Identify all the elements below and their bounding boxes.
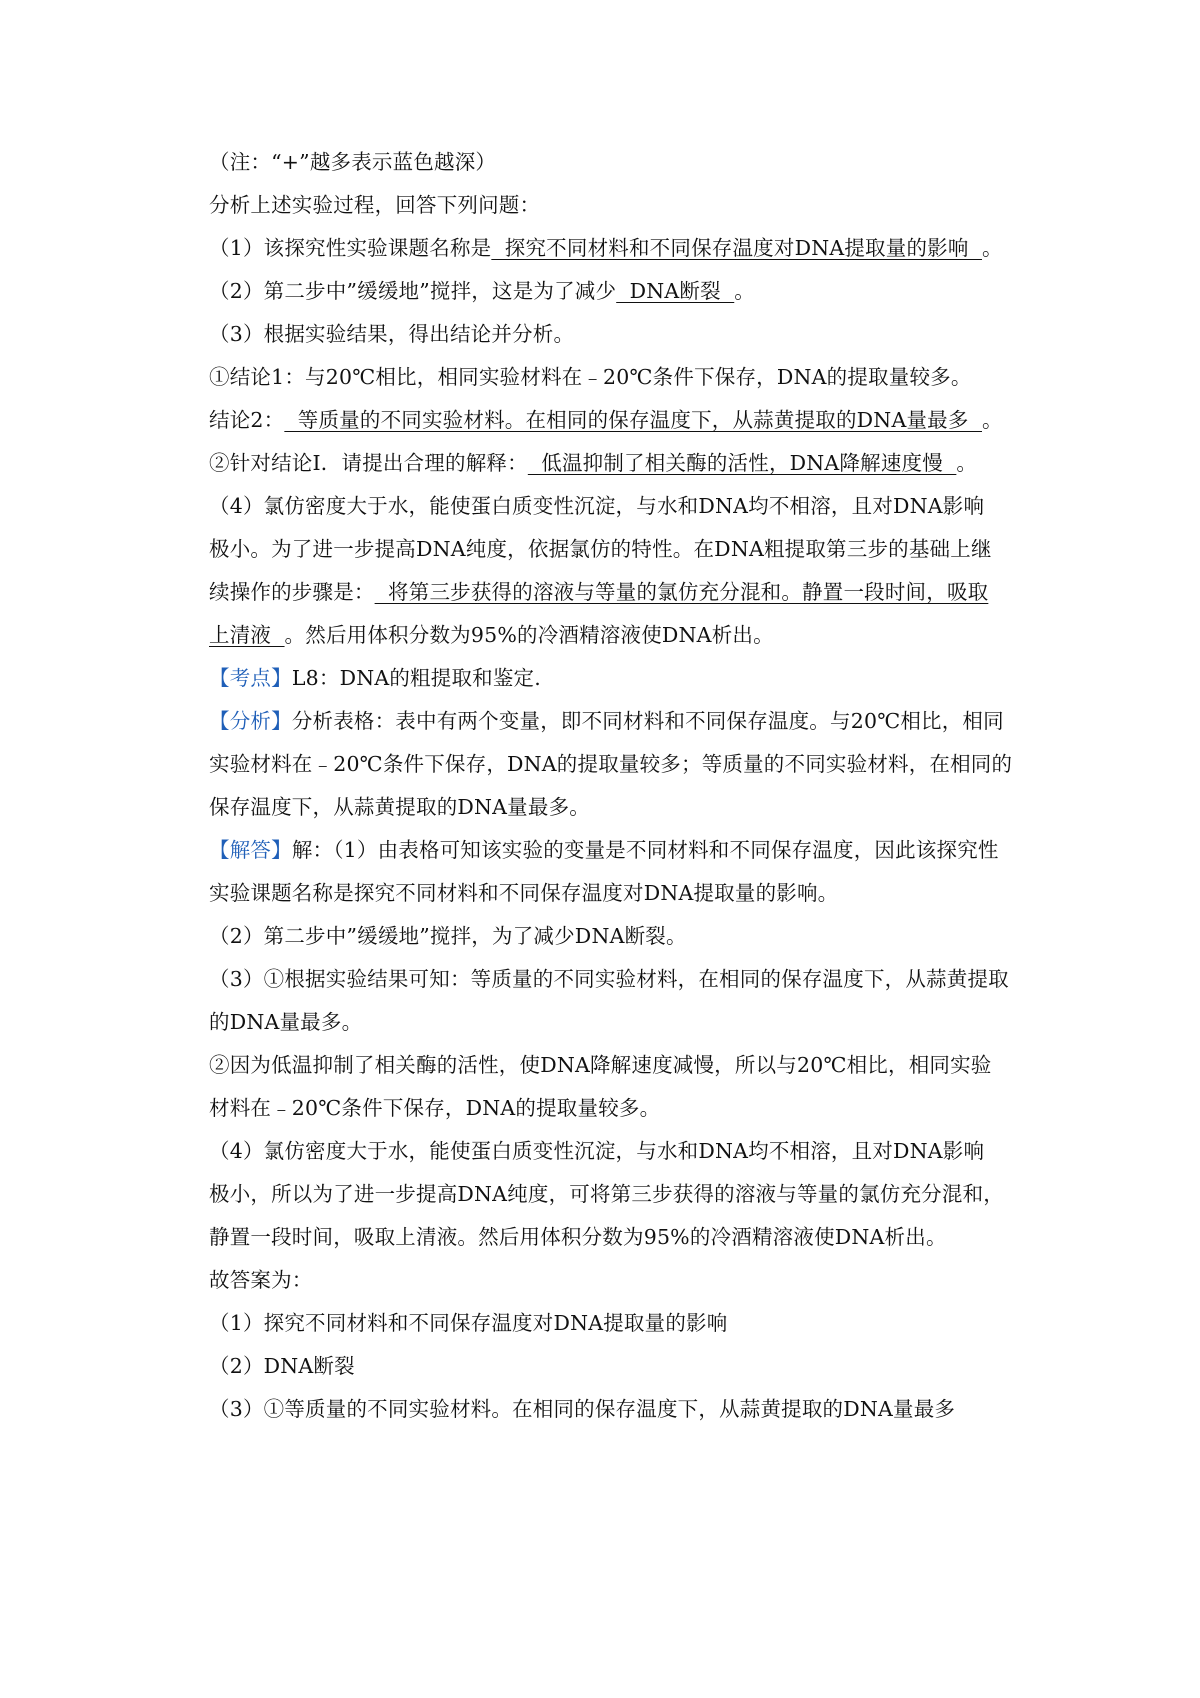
question-4-line-2: 极小。为了进一步提高DNA纯度，依据氯仿的特性。在DNA粗提取第三步的基础上继 (209, 537, 992, 561)
jieda-tag: 【解答】 (209, 838, 292, 862)
c3-suffix: 。 (956, 451, 978, 475)
jieda-line-8: （4）氯仿密度大于水，能使蛋白质变性沉淀，与水和DNA均不相溶，且对DNA影响 (209, 1139, 985, 1163)
answer-1: （1）探究不同材料和不同保存温度对DNA提取量的影响 (209, 1311, 728, 1335)
q2-prefix: （2）第二步中”缓缓地”搅拌，这是为了减少 (209, 279, 617, 303)
c2-answer: 等质量的不同实验材料。在相同的保存温度下，从蒜黄提取的DNA量最多 (284, 408, 982, 432)
fenxi-line-3: 保存温度下，从蒜黄提取的DNA量最多。 (209, 795, 590, 819)
kaodian-line (209, 663, 1029, 693)
jieda-text-1: 解：（1）由表格可知该实验的变量是不同材料和不同保存温度，因此该探究性 (291, 838, 999, 862)
c2-suffix: 。 (982, 408, 1003, 432)
c3-prefix: ②针对结论I．请提出合理的解释： (209, 451, 528, 475)
question-4-line-4 (209, 620, 1029, 650)
intro-line: 分析上述实验过程，回答下列问题： (209, 193, 541, 217)
q4-prefix: 续操作的步骤是： (209, 580, 375, 604)
kaodian-text: L8：DNA的粗提取和鉴定. (291, 666, 541, 690)
c3-answer: 低温抑制了相关酶的活性，DNA降解速度慢 (527, 451, 957, 475)
kaodian-tag: 【考点】 (209, 666, 292, 690)
q4-answer-part-2: 上清液 (209, 623, 285, 647)
q1-answer: 探究不同材料和不同保存温度对DNA提取量的影响 (491, 236, 982, 260)
q1-suffix: 。 (982, 236, 1003, 260)
q2-suffix: 。 (734, 279, 755, 303)
note-line: （注：“+”越多表示蓝色越深） (209, 150, 497, 174)
q1-prefix: （1）该探究性实验课题名称是 (209, 236, 492, 260)
question-1 (209, 233, 1029, 263)
jieda-line-5: 的DNA量最多。 (209, 1010, 363, 1034)
jieda-line-6: ②因为低温抑制了相关酶的活性，使DNA降解速度减慢，所以与20℃相比，相同实验 (209, 1053, 992, 1077)
jieda-line-10: 静置一段时间，吸取上清液。然后用体积分数为95%的冷酒精溶液使DNA析出。 (209, 1225, 947, 1249)
question-4-line-1: （4）氯仿密度大于水，能使蛋白质变性沉淀，与水和DNA均不相溶，且对DNA影响 (209, 494, 985, 518)
question-3: （3）根据实验结果，得出结论并分析。 (209, 322, 575, 346)
answer-heading: 故答案为： (209, 1268, 313, 1292)
c2-prefix: 结论2： (209, 408, 285, 432)
question-4-line-3 (209, 577, 1029, 607)
fenxi-text-1: 分析表格：表中有两个变量，即不同材料和不同保存温度。与20℃相比，相同 (291, 709, 1004, 733)
fenxi-line-1 (209, 706, 1029, 736)
q4-suffix: 。然后用体积分数为95%的冷酒精溶液使DNA析出。 (284, 623, 774, 647)
explanation-line (209, 448, 1029, 478)
conclusion-1: ①结论1：与20℃相比，相同实验材料在﹣20℃条件下保存，DNA的提取量较多。 (209, 365, 972, 389)
q4-answer-part-1: 将第三步获得的溶液与等量的氯仿充分混和。静置一段时间，吸取 (374, 580, 989, 604)
jieda-line-7: 材料在﹣20℃条件下保存，DNA的提取量较多。 (209, 1096, 661, 1120)
jieda-line-9: 极小，所以为了进一步提高DNA纯度，可将第三步获得的溶液与等量的氯仿充分混和， (209, 1182, 1004, 1206)
jieda-line-4: （3）①根据实验结果可知：等质量的不同实验材料，在相同的保存温度下，从蒜黄提取 (209, 967, 1009, 991)
q2-answer: DNA断裂 (616, 279, 735, 303)
answer-2: （2）DNA断裂 (209, 1354, 355, 1378)
jieda-line-3: （2）第二步中”缓缓地”搅拌，为了减少DNA断裂。 (209, 924, 687, 948)
fenxi-tag: 【分析】 (209, 709, 292, 733)
answer-3: （3）①等质量的不同实验材料。在相同的保存温度下，从蒜黄提取的DNA量最多 (209, 1397, 956, 1421)
jieda-line-1 (209, 835, 1029, 865)
fenxi-line-2: 实验材料在﹣20℃条件下保存，DNA的提取量较多；等质量的不同实验材料，在相同的 (209, 752, 1013, 776)
jieda-line-2: 实验课题名称是探究不同材料和不同保存温度对DNA提取量的影响。 (209, 881, 839, 905)
question-2 (209, 276, 1029, 306)
conclusion-2 (209, 405, 1029, 435)
